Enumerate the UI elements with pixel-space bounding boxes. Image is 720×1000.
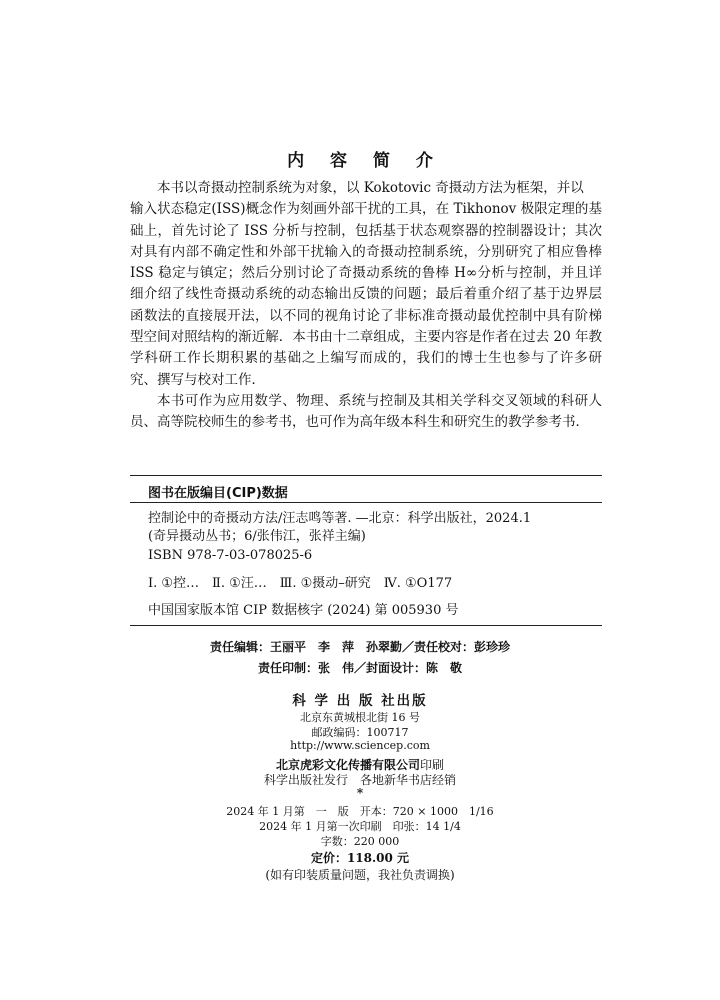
- credits-production: 责任印制：张 伟／封面设计：陈 敬: [257, 661, 462, 675]
- publisher-postcode: 邮政编码：100717: [311, 726, 409, 739]
- edition-line: 2024 年 1 月第 一 版 开本：720 × 1000 1/16: [226, 805, 494, 818]
- printer-suffix: 印刷: [420, 758, 445, 772]
- cip-isbn: ISBN 978-7-03-078025-6: [148, 548, 313, 563]
- publisher-url: http://www.sciencep.com: [290, 739, 430, 752]
- word-count: 字数：220 000: [320, 835, 400, 848]
- publisher-address: 北京东黄城根北街 16 号: [300, 711, 420, 724]
- publisher-line: [0, 689, 720, 709]
- summary-text: [130, 178, 602, 434]
- cip-classification: Ⅰ. ①控… Ⅱ. ①汪… Ⅲ. ①摄动–研究 Ⅳ. ①O177: [148, 576, 453, 591]
- divider: [130, 502, 602, 503]
- distribution-line: 科学出版社发行 各地新华书店经销: [263, 773, 456, 787]
- page-title: 内 容 简 介: [287, 151, 443, 171]
- quality-note: (如有印装质量问题，我社负责调换): [265, 868, 455, 882]
- publisher-name: 科 学 出 版 社: [292, 693, 397, 709]
- summary-paragraph: 本书可作为应用数学、物理、系统与控制及其相关学科交叉领域的科研人员、高等院校师生的参考书，也可作为高年级本科生和研究生的教学参考书．: [130, 392, 602, 431]
- printing-line: 2024 年 1 月第一次印刷 印张：14 1/4: [259, 820, 461, 833]
- cip-series-line: (奇异摄动丛书；6/张伟江，张祥主编): [148, 529, 366, 544]
- cip-heading: 图书在版编目(CIP)数据: [148, 486, 288, 501]
- cip-title-line: 控制论中的奇摄动方法/汪志鸣等著. —北京：科学出版社，2024.1: [148, 511, 532, 526]
- printer-name: 北京虎彩文化传播有限公司: [275, 758, 420, 772]
- divider: [130, 625, 602, 626]
- credits-editors: 责任编辑：王丽平 李 萍 孙翠勤／责任校对：彭珍珍: [209, 640, 510, 654]
- divider: [130, 475, 602, 476]
- publisher-suffix: 出版: [396, 693, 428, 709]
- summary-paragraph: 本书以奇摄动控制系统为对象，以 Kokotovic 奇摄动方法为框架，并以: [157, 180, 584, 196]
- separator-star: *: [356, 786, 364, 800]
- price: 定价：118.00 元: [310, 851, 410, 865]
- summary-paragraph: 输入状态稳定(ISS)概念作为刻画外部干扰的工具，在 Tikhonov 极限定理的基础上，首先讨论了 ISS 分析与控制，包括基于状态观察器的控制器设计；其次对具有内部不确定性和外部干扰输入的奇摄动控制系统，分别研究了相应鲁棒 ISS 稳定与镇定；然后分别讨论了奇摄动系统的鲁棒 H∞分析与控制，并且详细介绍了线性奇摄动系统的动态输出反馈的问题；最后着重介绍了基于边界层函数法的直接展开法，以不同的视角讨论了非标准奇摄动最优控制中具有阶梯型空间对照结构的渐近解．本书由十二章组成，主要内容是作者在过去 20 年教学科研工作长期积累的基础之上编写而成的，我们的博士生也参与了许多研究、撰写与校对工作．: [130, 201, 602, 388]
- cip-record: 中国国家版本馆 CIP 数据核字 (2024) 第 005930 号: [148, 603, 459, 618]
